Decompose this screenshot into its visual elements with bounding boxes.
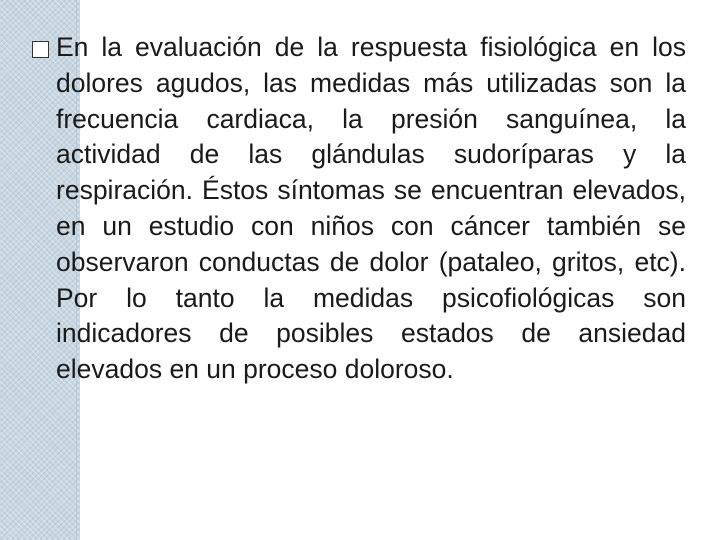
bullet-text: En la evaluación de la respuesta fisiológica en los dolores agudos, las medidas más utilizadas son la frecuencia cardiaca, la presión sanguínea, la actividad de las glándulas sudoríparas y la respiración. Éstos síntomas se encuentran elevados, en un estudio con niños con cáncer también se observaron conductas de dolor (pataleo, gritos, etc). Por lo tanto la medidas psicofiológicas son indicadores de posibles estados de ansiedad elevados en un proceso doloroso. [56,32,686,385]
square-bullet-icon [32,41,49,58]
bullet-item [32,30,686,388]
slide-content [32,30,686,510]
